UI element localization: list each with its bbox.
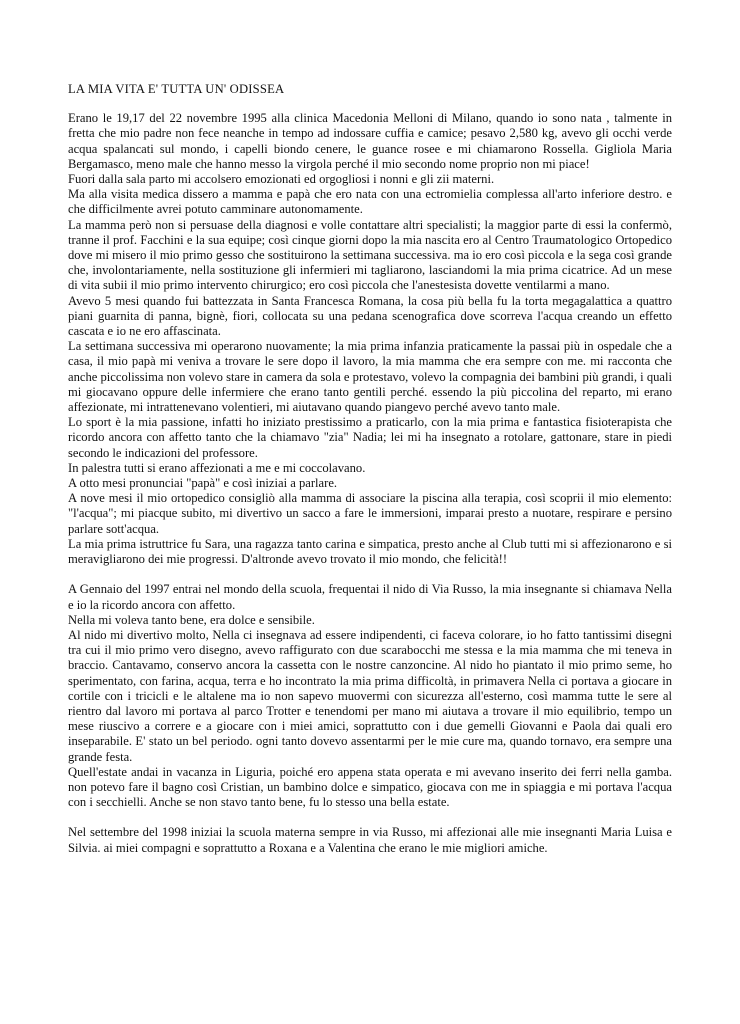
paragraph: Lo sport è la mia passione, infatti ho iniziato prestissimo a praticarlo, con la mia prima e fantastica fisioterapista che ricordo ancora con affetto tanto che la chiamavo "zia" Nadia; lei mi ha insegnato a rotolare, gattonare, stare in piedi secondo le indicazioni del professore. — [68, 415, 672, 460]
paragraph: A nove mesi il mio ortopedico consigliò alla mamma di associare la piscina alla terapia, così scoprii il mio elemento: "l'acqua"; mi piacque subito, mi divertivo un sacco a fare le immersioni, imparai presto a nuotare, respirare e persino parlare sott'acqua. — [68, 491, 672, 536]
paragraph: Avevo 5 mesi quando fui battezzata in Santa Francesca Romana, la cosa più bella fu la torta megagalattica a quattro piani guarnita di panna, bignè, fiori, collocata su una pedana scenografica dove scorreva l'acqua creando un effetto cascata e io ne ero affascinata. — [68, 293, 672, 339]
section-gap — [68, 567, 672, 582]
paragraph: Erano le 19,17 del 22 novembre 1995 alla clinica Macedonia Melloni di Milano, quando io sono nata , talmente in fretta che mio padre non fece neanche in tempo ad indossare cuffia e camice; pesavo 2,580 kg, avevo gli occhi verde acqua spalancati sul mondo, i capelli biondo cenere, le guance rosee e mi chiamarono Rossella. Gigliola Maria Bergamasco, meno male che hanno messo la virgola perché il mio secondo nome proprio non mi piace! — [68, 111, 672, 171]
paragraph: Ma alla visita medica dissero a mamma e papà che ero nata con una ectromielia complessa all'arto inferiore destro. e che difficilmente avrei potuto camminare autonomamente. — [68, 187, 672, 217]
paragraph: Nella mi voleva tanto bene, era dolce e sensibile. — [68, 612, 315, 627]
document-page — [68, 82, 672, 856]
paragraph: Nel settembre del 1998 iniziai la scuola materna sempre in via Russo, mi affezionai alle mie insegnanti Maria Luisa e Silvia. ai miei compagni e soprattutto a Roxana e a Valentina che erano le mie migliori amiche. — [68, 825, 672, 855]
paragraph: A Gennaio del 1997 entrai nel mondo della scuola, frequentai il nido di Via Russo, la mia insegnante si chiamava Nella e io la ricordo ancora con affetto. — [68, 582, 672, 612]
paragraph: Quell'estate andai in vacanza in Liguria, poiché ero appena stata operata e mi avevano inserito dei ferri nella gamba. non potevo fare il bagno così Cristian, un bambino dolce e simpatico, giocava con me in spiaggia e mi portava l'acqua con i secchielli. Anche se non stavo tanto bene, fu lo stesso una bella estate. — [68, 764, 672, 810]
paragraph: Al nido mi divertivo molto, Nella ci insegnava ad essere indipendenti, ci faceva colorare, io ho fatto tantissimi disegni tra cui il mio primo vero disegno, avevo raffigurato con due scarabocchi me stessa e la mia mamma che mi teneva in braccio. Cantavamo, conservo ancora la cassetta con le nostre canzoncine. Al nido ho piantato il mio primo seme, ho sperimentato, con farina, acqua, terra e ho incontrato la mia prima difficoltà, in primavera Nella ci portava a giocare in cortile con i tricicli e le altalene ma io non sapevo muovermi con sicurezza all'esterno, così mamma tutte le sere al rientro dal lavoro mi portava al parco Trotter e tenendomi per mano mi aiutava a trovare il mio equilibrio, tempo un mese riuscivo a correre e a giocare con i miei amici, soprattutto con i due gemelli Giovanni e Paola dai quali ero inseparabile. E' stato un bel periodo. ogni tanto dovevo assentarmi per le mie cure ma, quando tornavo, era sempre una grande festa. — [68, 627, 672, 764]
paragraph: In palestra tutti si erano affezionati a me e mi coccolavano. — [68, 460, 366, 475]
paragraph: La mamma però non si persuase della diagnosi e volle contattare altri specialisti; la maggior parte di essi la confermò, tranne il prof. Facchini e la sua equipe; così cinque giorni dopo la mia nascita ero al Centro Traumatologico Ortopedico dove mi misero il mio primo gesso che sostituirono la settimana successiva. ma io ero così piccola e la sega così grande che, involontariamente, nella sostituzione gli infermieri mi tagliarono, lasciandomi la mia prima cicatrice. Ad un mese di vita subii il mio primo intervento chirurgico; ero così piccola che l'anestesista dovette ventilarmi a mano. — [68, 217, 672, 293]
paragraph: A otto mesi pronunciai "papà" e così iniziai a parlare. — [68, 476, 338, 491]
section-gap — [68, 810, 672, 825]
document-title: LA MIA VITA E' TUTTA UN' ODISSEA — [68, 82, 285, 96]
paragraph: Fuori dalla sala parto mi accolsero emozionati ed orgogliosi i nonni e gli zii materni. — [68, 172, 495, 187]
paragraph: La settimana successiva mi operarono nuovamente; la mia prima infanzia praticamente la passai più in ospedale che a casa, il mio papà mi veniva a trovare le sere dopo il lavoro, la mia mamma che era sempre con me. mi racconta che anche piccolissima non volevo stare in camera da sola e protestavo, volevo la compagnia dei bambini più grandi, i quali mi giocavano oppure delle infermiere che erano tanto gentili perché. essendo la più piccolina del reparto, mi erano affezionate, mi intrattenevano volentieri, mi aiutavano quando piangevo perché avevo tanto male. — [68, 339, 672, 415]
paragraph: La mia prima istruttrice fu Sara, una ragazza tanto carina e simpatica, presto anche al Club tutti mi si affezionarono e si meravigliarono dei mie progressi. D'altronde avevo trovato il mio mondo, che felicità!! — [68, 536, 672, 567]
